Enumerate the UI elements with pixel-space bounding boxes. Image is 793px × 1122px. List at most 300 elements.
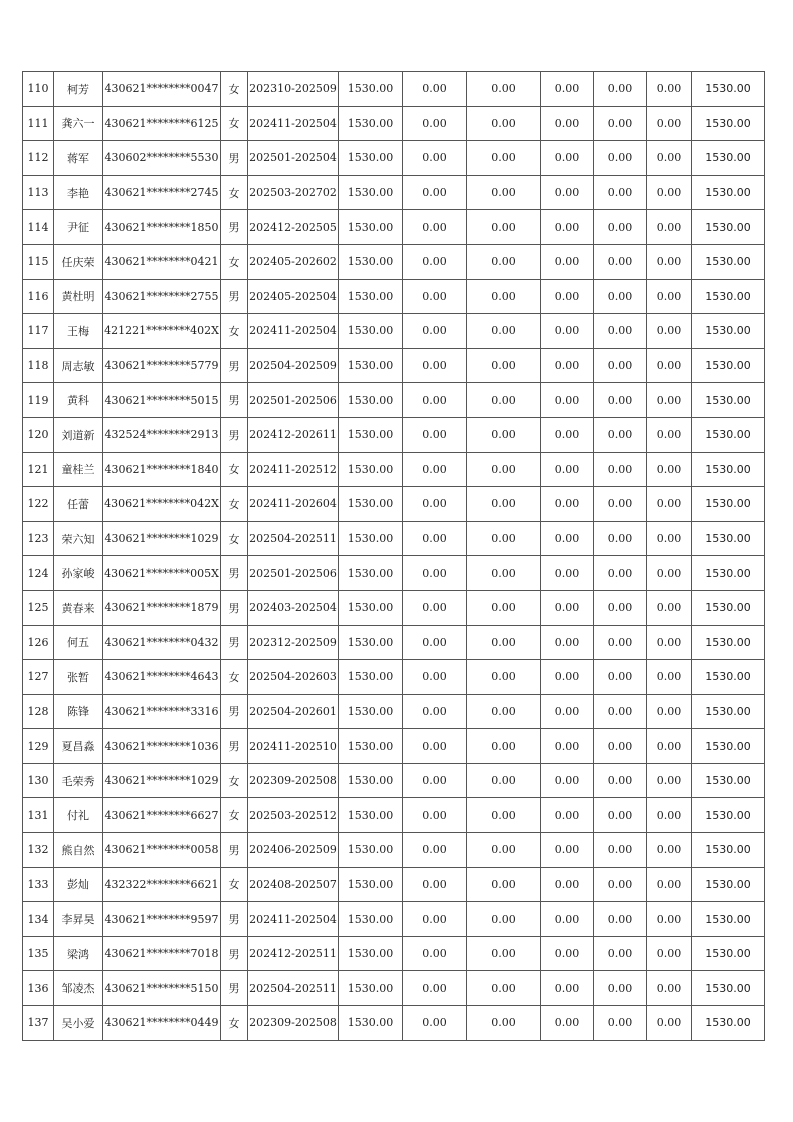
deduction-5-cell: 0.00 xyxy=(647,521,692,556)
person-name-cell: 彭灿 xyxy=(54,867,103,902)
id-number-cell: 430621********9597 xyxy=(103,902,221,937)
gender-cell: 男 xyxy=(221,902,248,937)
row-number-cell: 117 xyxy=(23,314,54,349)
id-number-cell: 430621********005X xyxy=(103,556,221,591)
person-name-cell: 黄科 xyxy=(54,383,103,418)
id-number-cell: 430621********5015 xyxy=(103,383,221,418)
amount-cell: 1530.00 xyxy=(339,210,403,245)
amount-cell: 1530.00 xyxy=(339,763,403,798)
gender-cell: 女 xyxy=(221,314,248,349)
deduction-3-cell: 0.00 xyxy=(541,1006,594,1041)
table-row xyxy=(23,1006,765,1041)
amount-cell: 1530.00 xyxy=(339,279,403,314)
deduction-1-cell: 0.00 xyxy=(403,798,467,833)
deduction-5-cell: 0.00 xyxy=(647,556,692,591)
total-amount-cell: 1530.00 xyxy=(692,141,765,176)
deduction-3-cell: 0.00 xyxy=(541,383,594,418)
amount-cell: 1530.00 xyxy=(339,106,403,141)
table-row xyxy=(23,521,765,556)
id-number-cell: 430621********1036 xyxy=(103,729,221,764)
table-row xyxy=(23,348,765,383)
deduction-1-cell: 0.00 xyxy=(403,175,467,210)
deduction-4-cell: 0.00 xyxy=(594,625,647,660)
id-number-cell: 430621********042X xyxy=(103,487,221,522)
deduction-2-cell: 0.00 xyxy=(467,590,541,625)
person-name-cell: 黄杜明 xyxy=(54,279,103,314)
deduction-4-cell: 0.00 xyxy=(594,314,647,349)
amount-cell: 1530.00 xyxy=(339,487,403,522)
person-name-cell: 刘道新 xyxy=(54,417,103,452)
amount-cell: 1530.00 xyxy=(339,314,403,349)
deduction-3-cell: 0.00 xyxy=(541,106,594,141)
amount-cell: 1530.00 xyxy=(339,798,403,833)
total-amount-cell: 1530.00 xyxy=(692,763,765,798)
deduction-2-cell: 0.00 xyxy=(467,72,541,107)
deduction-5-cell: 0.00 xyxy=(647,452,692,487)
deduction-2-cell: 0.00 xyxy=(467,833,541,868)
period-cell: 202403-202504 xyxy=(248,590,339,625)
amount-cell: 1530.00 xyxy=(339,694,403,729)
period-cell: 202411-202504 xyxy=(248,106,339,141)
deduction-4-cell: 0.00 xyxy=(594,452,647,487)
person-name-cell: 孙家峻 xyxy=(54,556,103,591)
total-amount-cell: 1530.00 xyxy=(692,521,765,556)
person-name-cell: 陈锋 xyxy=(54,694,103,729)
deduction-5-cell: 0.00 xyxy=(647,210,692,245)
deduction-1-cell: 0.00 xyxy=(403,867,467,902)
gender-cell: 女 xyxy=(221,660,248,695)
amount-cell: 1530.00 xyxy=(339,1006,403,1041)
deduction-5-cell: 0.00 xyxy=(647,590,692,625)
deduction-4-cell: 0.00 xyxy=(594,521,647,556)
row-number-cell: 118 xyxy=(23,348,54,383)
amount-cell: 1530.00 xyxy=(339,833,403,868)
deduction-5-cell: 0.00 xyxy=(647,971,692,1006)
deduction-3-cell: 0.00 xyxy=(541,72,594,107)
id-number-cell: 432524********2913 xyxy=(103,417,221,452)
period-cell: 202504-202511 xyxy=(248,971,339,1006)
deduction-3-cell: 0.00 xyxy=(541,798,594,833)
total-amount-cell: 1530.00 xyxy=(692,729,765,764)
deduction-2-cell: 0.00 xyxy=(467,417,541,452)
period-cell: 202411-202504 xyxy=(248,314,339,349)
deduction-4-cell: 0.00 xyxy=(594,590,647,625)
row-number-cell: 129 xyxy=(23,729,54,764)
person-name-cell: 童桂兰 xyxy=(54,452,103,487)
deduction-2-cell: 0.00 xyxy=(467,175,541,210)
total-amount-cell: 1530.00 xyxy=(692,106,765,141)
total-amount-cell: 1530.00 xyxy=(692,590,765,625)
person-name-cell: 尹征 xyxy=(54,210,103,245)
period-cell: 202504-202603 xyxy=(248,660,339,695)
deduction-2-cell: 0.00 xyxy=(467,902,541,937)
deduction-1-cell: 0.00 xyxy=(403,833,467,868)
row-number-cell: 124 xyxy=(23,556,54,591)
table-row xyxy=(23,141,765,176)
total-amount-cell: 1530.00 xyxy=(692,798,765,833)
row-number-cell: 132 xyxy=(23,833,54,868)
deduction-2-cell: 0.00 xyxy=(467,521,541,556)
gender-cell: 男 xyxy=(221,417,248,452)
period-cell: 202503-202702 xyxy=(248,175,339,210)
deduction-1-cell: 0.00 xyxy=(403,521,467,556)
id-number-cell: 430602********5530 xyxy=(103,141,221,176)
period-cell: 202406-202509 xyxy=(248,833,339,868)
amount-cell: 1530.00 xyxy=(339,452,403,487)
period-cell: 202504-202509 xyxy=(248,348,339,383)
person-name-cell: 黄春来 xyxy=(54,590,103,625)
gender-cell: 男 xyxy=(221,971,248,1006)
deduction-1-cell: 0.00 xyxy=(403,660,467,695)
deduction-1-cell: 0.00 xyxy=(403,383,467,418)
row-number-cell: 128 xyxy=(23,694,54,729)
gender-cell: 女 xyxy=(221,72,248,107)
deduction-5-cell: 0.00 xyxy=(647,72,692,107)
table-row xyxy=(23,314,765,349)
id-number-cell: 430621********1850 xyxy=(103,210,221,245)
period-cell: 202501-202504 xyxy=(248,141,339,176)
amount-cell: 1530.00 xyxy=(339,72,403,107)
row-number-cell: 125 xyxy=(23,590,54,625)
person-name-cell: 夏昌淼 xyxy=(54,729,103,764)
deduction-1-cell: 0.00 xyxy=(403,72,467,107)
deduction-4-cell: 0.00 xyxy=(594,936,647,971)
amount-cell: 1530.00 xyxy=(339,902,403,937)
gender-cell: 女 xyxy=(221,763,248,798)
period-cell: 202412-202511 xyxy=(248,936,339,971)
deduction-5-cell: 0.00 xyxy=(647,175,692,210)
deduction-3-cell: 0.00 xyxy=(541,763,594,798)
amount-cell: 1530.00 xyxy=(339,729,403,764)
total-amount-cell: 1530.00 xyxy=(692,314,765,349)
table-row xyxy=(23,867,765,902)
table-row xyxy=(23,72,765,107)
deduction-2-cell: 0.00 xyxy=(467,763,541,798)
total-amount-cell: 1530.00 xyxy=(692,487,765,522)
row-number-cell: 126 xyxy=(23,625,54,660)
deduction-5-cell: 0.00 xyxy=(647,798,692,833)
total-amount-cell: 1530.00 xyxy=(692,625,765,660)
amount-cell: 1530.00 xyxy=(339,971,403,1006)
period-cell: 202411-202504 xyxy=(248,902,339,937)
amount-cell: 1530.00 xyxy=(339,936,403,971)
row-number-cell: 131 xyxy=(23,798,54,833)
total-amount-cell: 1530.00 xyxy=(692,348,765,383)
table-row xyxy=(23,383,765,418)
id-number-cell: 430621********1029 xyxy=(103,763,221,798)
person-name-cell: 荣六知 xyxy=(54,521,103,556)
deduction-5-cell: 0.00 xyxy=(647,763,692,798)
gender-cell: 男 xyxy=(221,279,248,314)
total-amount-cell: 1530.00 xyxy=(692,902,765,937)
total-amount-cell: 1530.00 xyxy=(692,556,765,591)
gender-cell: 男 xyxy=(221,383,248,418)
table-row xyxy=(23,625,765,660)
deduction-2-cell: 0.00 xyxy=(467,348,541,383)
person-name-cell: 熊自然 xyxy=(54,833,103,868)
period-cell: 202412-202505 xyxy=(248,210,339,245)
row-number-cell: 115 xyxy=(23,244,54,279)
id-number-cell: 430621********2745 xyxy=(103,175,221,210)
deduction-2-cell: 0.00 xyxy=(467,660,541,695)
deduction-5-cell: 0.00 xyxy=(647,833,692,868)
deduction-2-cell: 0.00 xyxy=(467,210,541,245)
table-row xyxy=(23,660,765,695)
deduction-5-cell: 0.00 xyxy=(647,729,692,764)
deduction-1-cell: 0.00 xyxy=(403,694,467,729)
table-row xyxy=(23,556,765,591)
row-number-cell: 114 xyxy=(23,210,54,245)
amount-cell: 1530.00 xyxy=(339,417,403,452)
person-name-cell: 任蕾 xyxy=(54,487,103,522)
row-number-cell: 130 xyxy=(23,763,54,798)
person-name-cell: 何五 xyxy=(54,625,103,660)
deduction-2-cell: 0.00 xyxy=(467,314,541,349)
row-number-cell: 134 xyxy=(23,902,54,937)
deduction-2-cell: 0.00 xyxy=(467,694,541,729)
gender-cell: 男 xyxy=(221,729,248,764)
deduction-3-cell: 0.00 xyxy=(541,556,594,591)
deduction-5-cell: 0.00 xyxy=(647,383,692,418)
id-number-cell: 430621********1029 xyxy=(103,521,221,556)
deduction-5-cell: 0.00 xyxy=(647,487,692,522)
deduction-2-cell: 0.00 xyxy=(467,141,541,176)
deduction-2-cell: 0.00 xyxy=(467,487,541,522)
table-row xyxy=(23,936,765,971)
total-amount-cell: 1530.00 xyxy=(692,660,765,695)
table-row xyxy=(23,971,765,1006)
period-cell: 202405-202504 xyxy=(248,279,339,314)
gender-cell: 女 xyxy=(221,521,248,556)
amount-cell: 1530.00 xyxy=(339,348,403,383)
person-name-cell: 毛荣秀 xyxy=(54,763,103,798)
total-amount-cell: 1530.00 xyxy=(692,936,765,971)
deduction-4-cell: 0.00 xyxy=(594,694,647,729)
amount-cell: 1530.00 xyxy=(339,175,403,210)
deduction-3-cell: 0.00 xyxy=(541,867,594,902)
deduction-5-cell: 0.00 xyxy=(647,936,692,971)
deduction-2-cell: 0.00 xyxy=(467,244,541,279)
gender-cell: 男 xyxy=(221,556,248,591)
person-name-cell: 王梅 xyxy=(54,314,103,349)
deduction-1-cell: 0.00 xyxy=(403,487,467,522)
person-name-cell: 梁鸿 xyxy=(54,936,103,971)
deduction-4-cell: 0.00 xyxy=(594,798,647,833)
id-number-cell: 430621********6125 xyxy=(103,106,221,141)
row-number-cell: 127 xyxy=(23,660,54,695)
person-name-cell: 周志敏 xyxy=(54,348,103,383)
period-cell: 202408-202507 xyxy=(248,867,339,902)
deduction-3-cell: 0.00 xyxy=(541,625,594,660)
deduction-4-cell: 0.00 xyxy=(594,348,647,383)
table-row xyxy=(23,279,765,314)
deduction-4-cell: 0.00 xyxy=(594,244,647,279)
person-name-cell: 蒋军 xyxy=(54,141,103,176)
row-number-cell: 119 xyxy=(23,383,54,418)
id-number-cell: 430621********4643 xyxy=(103,660,221,695)
deduction-4-cell: 0.00 xyxy=(594,141,647,176)
deduction-1-cell: 0.00 xyxy=(403,417,467,452)
id-number-cell: 430621********1879 xyxy=(103,590,221,625)
id-number-cell: 430621********0432 xyxy=(103,625,221,660)
deduction-5-cell: 0.00 xyxy=(647,141,692,176)
deduction-3-cell: 0.00 xyxy=(541,487,594,522)
deduction-3-cell: 0.00 xyxy=(541,210,594,245)
amount-cell: 1530.00 xyxy=(339,383,403,418)
id-number-cell: 430621********2755 xyxy=(103,279,221,314)
deduction-5-cell: 0.00 xyxy=(647,660,692,695)
id-number-cell: 430621********3316 xyxy=(103,694,221,729)
id-number-cell: 430621********5150 xyxy=(103,971,221,1006)
id-number-cell: 430621********0449 xyxy=(103,1006,221,1041)
gender-cell: 男 xyxy=(221,694,248,729)
amount-cell: 1530.00 xyxy=(339,244,403,279)
deduction-4-cell: 0.00 xyxy=(594,556,647,591)
deduction-4-cell: 0.00 xyxy=(594,833,647,868)
deduction-1-cell: 0.00 xyxy=(403,590,467,625)
row-number-cell: 120 xyxy=(23,417,54,452)
deduction-5-cell: 0.00 xyxy=(647,348,692,383)
deduction-1-cell: 0.00 xyxy=(403,314,467,349)
period-cell: 202412-202611 xyxy=(248,417,339,452)
row-number-cell: 116 xyxy=(23,279,54,314)
deduction-1-cell: 0.00 xyxy=(403,971,467,1006)
deduction-3-cell: 0.00 xyxy=(541,244,594,279)
deduction-5-cell: 0.00 xyxy=(647,244,692,279)
row-number-cell: 136 xyxy=(23,971,54,1006)
row-number-cell: 121 xyxy=(23,452,54,487)
amount-cell: 1530.00 xyxy=(339,660,403,695)
period-cell: 202309-202508 xyxy=(248,763,339,798)
period-cell: 202503-202512 xyxy=(248,798,339,833)
table-row xyxy=(23,106,765,141)
deduction-1-cell: 0.00 xyxy=(403,141,467,176)
person-name-cell: 张暂 xyxy=(54,660,103,695)
gender-cell: 男 xyxy=(221,936,248,971)
deduction-4-cell: 0.00 xyxy=(594,660,647,695)
total-amount-cell: 1530.00 xyxy=(692,452,765,487)
id-number-cell: 430621********0047 xyxy=(103,72,221,107)
deduction-5-cell: 0.00 xyxy=(647,417,692,452)
gender-cell: 女 xyxy=(221,175,248,210)
amount-cell: 1530.00 xyxy=(339,556,403,591)
deduction-5-cell: 0.00 xyxy=(647,1006,692,1041)
period-cell: 202312-202509 xyxy=(248,625,339,660)
deduction-3-cell: 0.00 xyxy=(541,141,594,176)
deduction-2-cell: 0.00 xyxy=(467,452,541,487)
table-row xyxy=(23,175,765,210)
row-number-cell: 122 xyxy=(23,487,54,522)
gender-cell: 女 xyxy=(221,106,248,141)
gender-cell: 男 xyxy=(221,625,248,660)
deduction-2-cell: 0.00 xyxy=(467,1006,541,1041)
total-amount-cell: 1530.00 xyxy=(692,867,765,902)
table-row xyxy=(23,244,765,279)
row-number-cell: 110 xyxy=(23,72,54,107)
deduction-2-cell: 0.00 xyxy=(467,867,541,902)
period-cell: 202310-202509 xyxy=(248,72,339,107)
deduction-5-cell: 0.00 xyxy=(647,314,692,349)
gender-cell: 女 xyxy=(221,798,248,833)
total-amount-cell: 1530.00 xyxy=(692,72,765,107)
person-name-cell: 任庆荣 xyxy=(54,244,103,279)
deduction-1-cell: 0.00 xyxy=(403,936,467,971)
deduction-1-cell: 0.00 xyxy=(403,902,467,937)
deduction-3-cell: 0.00 xyxy=(541,833,594,868)
period-cell: 202405-202602 xyxy=(248,244,339,279)
table-row xyxy=(23,417,765,452)
deduction-1-cell: 0.00 xyxy=(403,210,467,245)
deduction-3-cell: 0.00 xyxy=(541,936,594,971)
row-number-cell: 112 xyxy=(23,141,54,176)
deduction-1-cell: 0.00 xyxy=(403,729,467,764)
id-number-cell: 432322********6621 xyxy=(103,867,221,902)
gender-cell: 女 xyxy=(221,1006,248,1041)
deduction-2-cell: 0.00 xyxy=(467,383,541,418)
deduction-5-cell: 0.00 xyxy=(647,106,692,141)
person-name-cell: 付礼 xyxy=(54,798,103,833)
total-amount-cell: 1530.00 xyxy=(692,833,765,868)
period-cell: 202411-202604 xyxy=(248,487,339,522)
deduction-1-cell: 0.00 xyxy=(403,244,467,279)
table-row xyxy=(23,694,765,729)
total-amount-cell: 1530.00 xyxy=(692,694,765,729)
deduction-2-cell: 0.00 xyxy=(467,936,541,971)
total-amount-cell: 1530.00 xyxy=(692,279,765,314)
deduction-5-cell: 0.00 xyxy=(647,279,692,314)
gender-cell: 女 xyxy=(221,452,248,487)
deduction-1-cell: 0.00 xyxy=(403,625,467,660)
gender-cell: 女 xyxy=(221,244,248,279)
person-name-cell: 邹凌杰 xyxy=(54,971,103,1006)
deduction-5-cell: 0.00 xyxy=(647,867,692,902)
deduction-1-cell: 0.00 xyxy=(403,452,467,487)
person-name-cell: 吴小爱 xyxy=(54,1006,103,1041)
deduction-4-cell: 0.00 xyxy=(594,417,647,452)
total-amount-cell: 1530.00 xyxy=(692,1006,765,1041)
deduction-3-cell: 0.00 xyxy=(541,729,594,764)
deduction-3-cell: 0.00 xyxy=(541,902,594,937)
id-number-cell: 430621********1840 xyxy=(103,452,221,487)
deduction-3-cell: 0.00 xyxy=(541,590,594,625)
table-row xyxy=(23,487,765,522)
deduction-1-cell: 0.00 xyxy=(403,279,467,314)
total-amount-cell: 1530.00 xyxy=(692,383,765,418)
id-number-cell: 430621********5779 xyxy=(103,348,221,383)
deduction-3-cell: 0.00 xyxy=(541,314,594,349)
gender-cell: 男 xyxy=(221,348,248,383)
deduction-1-cell: 0.00 xyxy=(403,556,467,591)
deduction-4-cell: 0.00 xyxy=(594,487,647,522)
amount-cell: 1530.00 xyxy=(339,141,403,176)
table-row xyxy=(23,902,765,937)
table-row xyxy=(23,590,765,625)
deduction-5-cell: 0.00 xyxy=(647,625,692,660)
person-name-cell: 柯芳 xyxy=(54,72,103,107)
deduction-4-cell: 0.00 xyxy=(594,210,647,245)
table-row xyxy=(23,452,765,487)
table-row xyxy=(23,210,765,245)
period-cell: 202411-202512 xyxy=(248,452,339,487)
deduction-4-cell: 0.00 xyxy=(594,971,647,1006)
deduction-3-cell: 0.00 xyxy=(541,417,594,452)
deduction-4-cell: 0.00 xyxy=(594,279,647,314)
deduction-5-cell: 0.00 xyxy=(647,902,692,937)
amount-cell: 1530.00 xyxy=(339,521,403,556)
id-number-cell: 430621********7018 xyxy=(103,936,221,971)
deduction-2-cell: 0.00 xyxy=(467,798,541,833)
deduction-1-cell: 0.00 xyxy=(403,1006,467,1041)
